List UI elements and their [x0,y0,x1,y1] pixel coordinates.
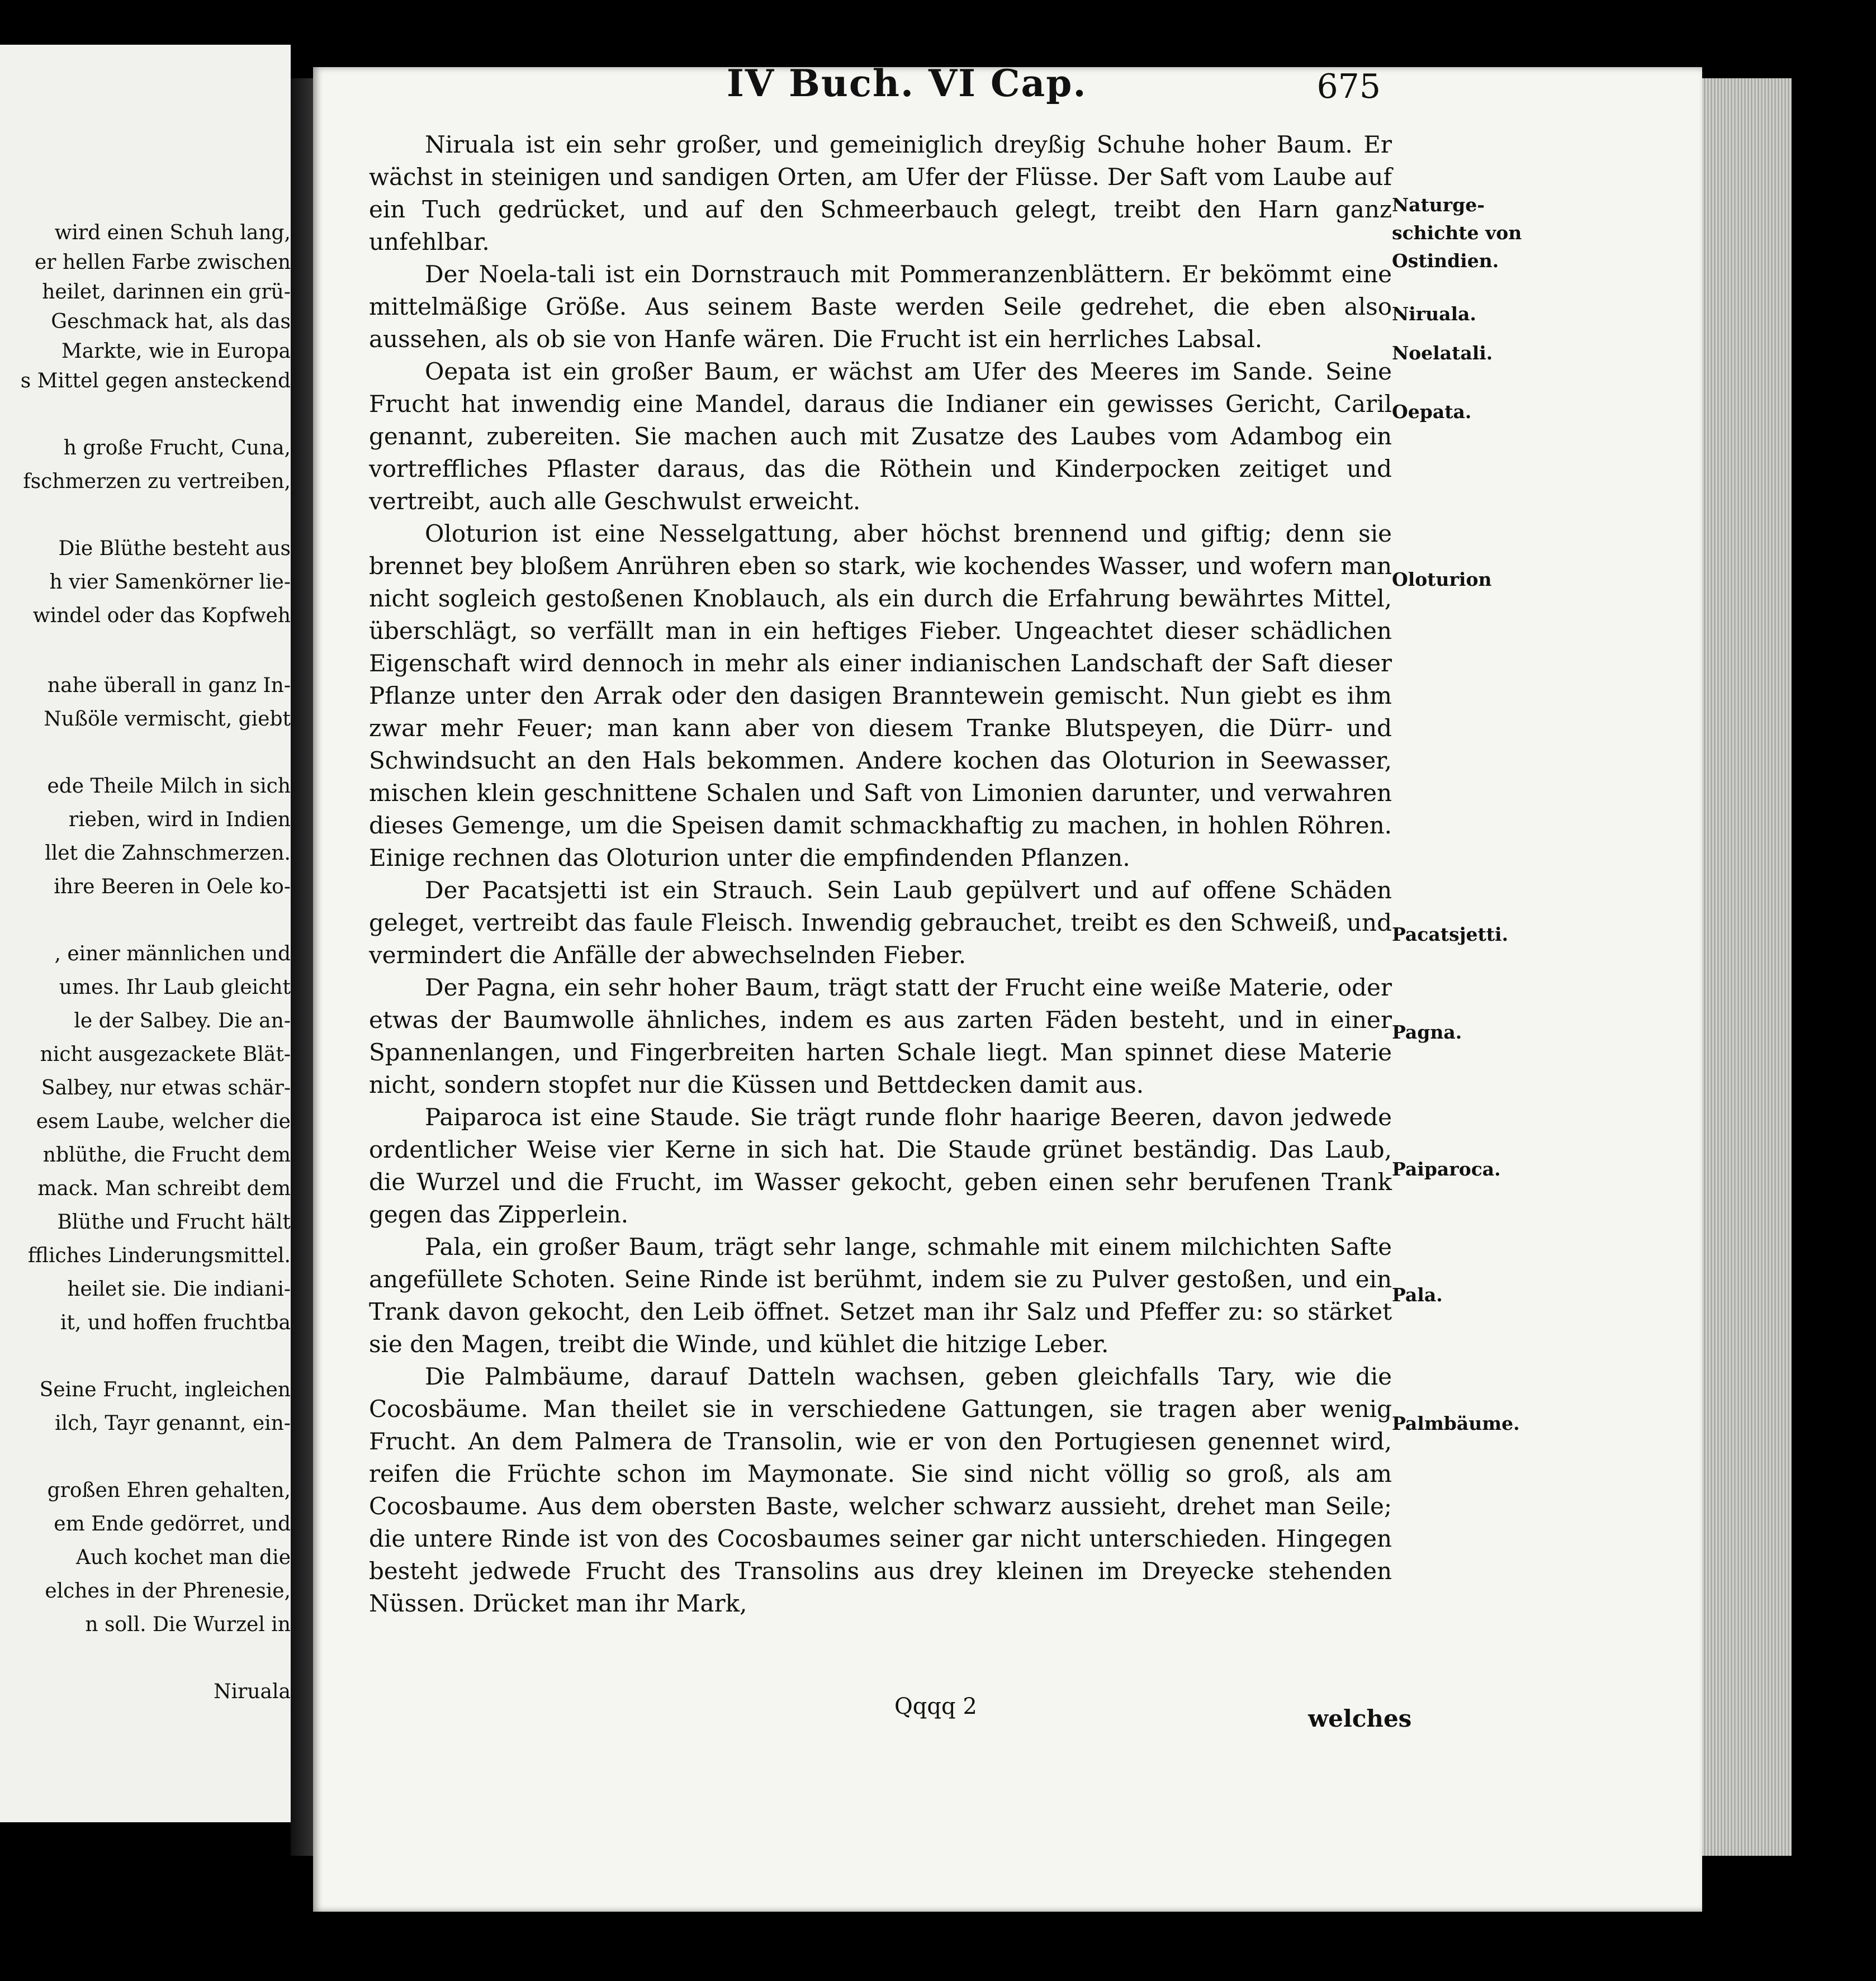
margin-note: Noelatali. [1392,342,1493,364]
left-line: n soll. Die Wurzel in [85,1613,291,1636]
margin-note: Oepata. [1392,401,1472,423]
left-line: h große Frucht, Cuna, [63,437,291,459]
left-line: nahe überall in ganz In- [47,674,291,697]
left-line: Niruala [214,1680,291,1703]
left-line: Auch kochet man die [75,1546,291,1569]
main-text [369,129,1392,1620]
margin-note: Pala. [1392,1284,1443,1306]
left-line: esem Laube, welcher die [36,1110,291,1133]
left-line: Salbey, nur etwas schär- [41,1077,291,1099]
margin-note: Palmbäume. [1392,1413,1520,1434]
catchword: welches [1308,1705,1412,1732]
paragraph-palmbaeume: Die Palmbäume, darauf Datteln wachsen, geben gleichfalls Tary, wie die Cocosbäume. Man theilet sie in verschiedene Gattungen, sie tragen aber wenig Frucht. An dem Palmera de Transolin, wie er von den Portugiesen genennet wird, reifen die Früchte schon im Maymonate. Sie sind nicht völlig so groß, als am Cocosbaume. Aus dem obersten Baste, welcher schwarz aussieht, drehet man Seile; die untere Rinde ist von des Cocosbaumes seiner gar nicht unterschieden. Hingegen besteht jedwede Frucht des Transolins aus drey kleinen im Dreyecke stehenden Nüssen. Drücket man ihr Mark, [369,1363,1392,1617]
left-line: Geschmack hat, als das [51,310,291,333]
left-line: rieben, wird in Indien [68,808,291,831]
margin-note: Niruala. [1392,303,1476,325]
paragraph-noela-tali: Der Noela-tali ist ein Dornstrauch mit Pommeranzenblättern. Er bekömmt eine mittelmäßige Größe. Aus seinem Baste werden Seile gedrehet, die eben also aussehen, als ob sie von Hanfe wären. Die Frucht ist ein herrliches Labsal. [369,260,1392,353]
page-header [391,61,1381,123]
paragraph-paiparoca: Paiparoca ist eine Staude. Sie trägt runde flohr haarige Beeren, davon jedwede ordentlicher Weise vier Kerne in sich hat. Die Staude grünet beständig. Das Laub, die Wurzel und die Frucht, im Wasser gekocht, geben einen sehr berufenen Trank gegen das Zipperlein. [369,1103,1392,1228]
page-number: 675 [1316,67,1381,106]
margin-notes [1392,0,1526,1845]
paragraph-pacatsjetti: Der Pacatsjetti ist ein Strauch. Sein Laub gepülvert und auf offene Schäden geleget, vertreibt das faule Fleisch. Inwendig gebrauchet, treibt es den Schweiß, und vermindert die Anfälle der abwechselnden Fieber. [369,876,1392,969]
left-line: , einer männlichen und [54,942,291,965]
left-line: nblüthe, die Frucht dem [42,1144,291,1167]
left-line: er hellen Farbe zwischen [34,251,291,274]
left-line: le der Salbey. Die an- [74,1010,291,1032]
left-line: llet die Zahnschmerzen. [45,842,291,865]
left-line: em Ende gedörret, und [54,1513,291,1535]
running-title: IV Buch. VI Cap. [727,61,1087,105]
left-line: großen Ehren gehalten, [47,1479,291,1502]
paragraph-oepata: Oepata ist ein großer Baum, er wächst am Ufer des Meeres im Sande. Seine Frucht hat inwendig eine Mandel, daraus die Indianer ein gewisses Gericht, Caril genannt, zubereiten. Sie machen auch mit Zusatze des Laubes vom Adambog ein vortreffliches Pflaster daraus, das die Röthein und Kinderpocken zeitiget und vertreibt, auch alle Geschwulst erweicht. [369,358,1392,515]
left-line: it, und hoffen fruchtba [60,1311,291,1334]
left-line: Nußöle vermischt, giebt [44,708,291,731]
paragraph-oloturion: Oloturion ist eine Nesselgattung, aber höchst brennend und giftig; denn sie brennet bey bloßem Anrühren eben so stark, wie kochendes Wasser, und wofern man nicht sogleich gestoßenen Knoblauch, als ein durch die Erfahrung bewährtes Mittel, überschlägt, so verfällt man in ein heftiges Fieber. Ungeachtet dieser schädlichen Eigenschaft wird dennoch in mehr als einer indianischen Landschaft der Saft dieser Pflanze unter den Arrak oder den dasigen Branntewein gemischt. Nun giebt es ihm zwar mehr Feuer; man kann aber von diesem Tranke Blutspeyen, die Dürr- und Schwindsucht an den Hals bekommen. Andere kochen das Oloturion in Seewasser, mischen klein geschnittene Schalen und Saft von Limonien darunter, und verwahren dieses Gemenge, um die Speisen damit schmackhaftig zu machen, in hohlen Röhren. Einige rechnen das Oloturion unter die empfindenden Pflanzen. [369,520,1392,871]
left-line: heilet, darinnen ein grü- [42,281,291,304]
left-line: Seine Frucht, ingleichen [39,1378,291,1401]
left-line: mack. Man schreibt dem [37,1177,291,1200]
margin-note: Pagna. [1392,1021,1462,1043]
paragraph-niruala: Niruala ist ein sehr großer, und gemeiniglich dreyßig Schuhe hoher Baum. Er wächst in steinigen und sandigen Orten, am Ufer der Flüsse. Der Saft vom Laube auf ein Tuch gedrücket, und auf den Schmeerbauch gelegt, treibt den Harn ganz unfehlbar. [369,131,1392,255]
margin-note: Paiparoca. [1392,1158,1501,1180]
margin-note: Pacatsjetti. [1392,923,1509,945]
margin-note: schichte von [1392,222,1522,244]
book-gutter [291,78,313,1856]
left-line: Blüthe und Frucht hält [57,1211,291,1234]
margin-note: Ostindien. [1392,250,1499,272]
margin-note: Oloturion [1392,568,1492,590]
left-line: ilch, Tayr genannt, ein- [55,1412,291,1435]
left-line: h vier Samenkörner lie- [49,571,291,594]
margin-note: Naturge- [1392,194,1485,216]
left-line: Die Blüthe besteht aus [58,537,291,560]
signature-mark: Qqqq 2 [894,1694,977,1719]
left-line: ihre Beeren in Oele ko- [54,875,291,898]
left-line: fschmerzen zu vertreiben, [23,470,291,493]
left-line: ede Theile Milch in sich [47,775,291,798]
page-edge-stack [1702,78,1792,1856]
left-line: elches in der Phrenesie, [45,1580,291,1603]
left-line: Markte, wie in Europa [61,340,291,363]
left-line: heilet sie. Die indiani- [67,1278,291,1301]
paragraph-pagna: Der Pagna, ein sehr hoher Baum, trägt statt der Frucht eine weiße Materie, oder etwas der Baumwolle ähnliches, indem es aus zarten Fäden besteht, und in einer Spannenlangen, und Fingerbreiten harten Schale liegt. Man spinnet diese Materie nicht, sondern stopfet nur die Küssen und Bettdecken damit aus. [369,974,1392,1098]
left-line: umes. Ihr Laub gleicht [59,976,291,999]
left-line: wird einen Schuh lang, [54,221,291,244]
paragraph-pala: Pala, ein großer Baum, trägt sehr lange, schmahle mit einem milchichten Safte angefüllete Schoten. Seine Rinde ist berühmt, indem sie zu Pulver gestoßen, und ein Trank davon gekocht, den Leib öffnet. Setzet man ihr Salz und Pfeffer zu: so stärket sie den Magen, treibt die Winde, und kühlet die hitzige Leber. [369,1233,1392,1358]
left-page [0,45,291,1822]
left-line: ffliches Linderungsmittel. [27,1244,291,1267]
left-line: nicht ausgezackete Blät- [40,1043,291,1066]
left-line: windel oder das Kopfweh [32,604,291,627]
left-line: s Mittel gegen ansteckend [20,369,291,392]
